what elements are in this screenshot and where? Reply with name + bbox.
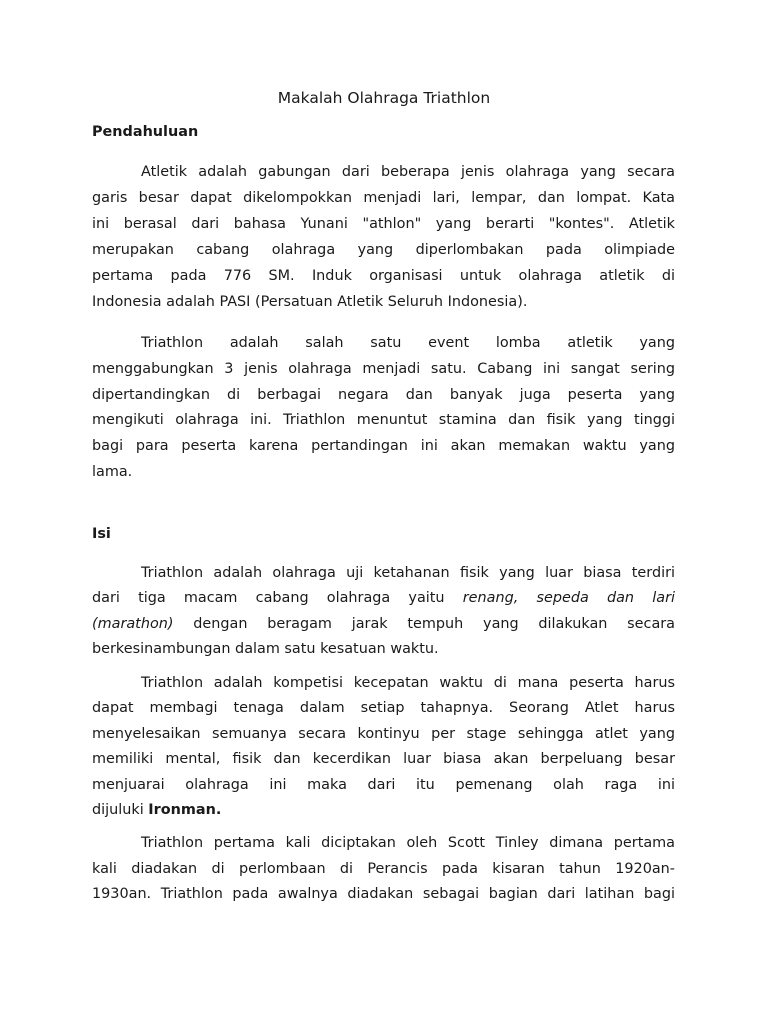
paragraph-line: lama. (92, 464, 133, 480)
paragraph-line: menyelesaikan semuanya secara kontinyu per stage sehingga atlet yang (92, 726, 675, 742)
paragraph-line: ini berasal dari bahasa Yunani "athlon" yang berarti "kontes". Atletik (92, 216, 675, 232)
paragraph-line: mengikuti olahraga ini. Triathlon menuntut stamina dan fisik yang tinggi (92, 412, 675, 428)
paragraph-line: menjuarai olahraga ini maka dari itu pemenang olah raga ini (92, 777, 675, 793)
paragraph-line: garis besar dapat dikelompokkan menjadi lari, lempar, dan lompat. Kata (92, 190, 675, 206)
text-segment: dengan beragam jarak tempuh yang dilakukan secara (173, 616, 675, 632)
paragraph-line: 1930an. Triathlon pada awalnya diadakan sebagai bagian dari latihan bagi (92, 886, 675, 902)
paragraph-line: Indonesia adalah PASI (Persatuan Atletik Seluruh Indonesia). (92, 294, 528, 310)
paragraph-line: dipertandingkan di berbagai negara dan banyak juga peserta yang (92, 387, 675, 403)
paragraph-line: kali diadakan di perlombaan di Perancis pada kisaran tahun 1920an- (92, 861, 675, 877)
document-title: Makalah Olahraga Triathlon (277, 89, 491, 107)
paragraph-line: Triathlon adalah olahraga uji ketahanan fisik yang luar biasa terdiri (141, 565, 675, 581)
text-segment: dari tiga macam cabang olahraga yaitu (92, 590, 463, 606)
paragraph-line: menggabungkan 3 jenis olahraga menjadi satu. Cabang ini sangat sering (92, 361, 675, 377)
bold-text: Ironman. (148, 802, 222, 818)
paragraph-line: dapat membagi tenaga dalam setiap tahapnya. Seorang Atlet harus (92, 700, 675, 716)
paragraph-line (92, 797, 675, 823)
section-heading: Pendahuluan (92, 124, 199, 140)
paragraph-line (92, 611, 675, 637)
paragraph-line (92, 585, 675, 611)
paragraph-line: Atletik adalah gabungan dari beberapa jenis olahraga yang secara (141, 164, 675, 180)
paragraph-line: berkesinambungan dalam satu kesatuan waktu. (92, 641, 439, 657)
section-heading: Isi (92, 526, 111, 542)
paragraph-line: pertama pada 776 SM. Induk organisasi untuk olahraga atletik di (92, 268, 675, 284)
paragraph-line: Triathlon adalah salah satu event lomba atletik yang (141, 335, 675, 351)
paragraph-line: Triathlon adalah kompetisi kecepatan waktu di mana peserta harus (141, 675, 675, 691)
paragraph-line: bagi para peserta karena pertandingan ini akan memakan waktu yang (92, 438, 675, 454)
italic-text: (marathon) (92, 616, 174, 632)
text-segment: dijuluki (92, 802, 149, 818)
italic-text: renang, sepeda dan lari (462, 590, 675, 606)
paragraph-line: merupakan cabang olahraga yang diperlombakan pada olimpiade (92, 242, 675, 258)
paragraph-line: memiliki mental, fisik dan kecerdikan luar biasa akan berpeluang besar (92, 751, 675, 767)
paragraph-line: Triathlon pertama kali diciptakan oleh Scott Tinley dimana pertama (141, 835, 675, 851)
